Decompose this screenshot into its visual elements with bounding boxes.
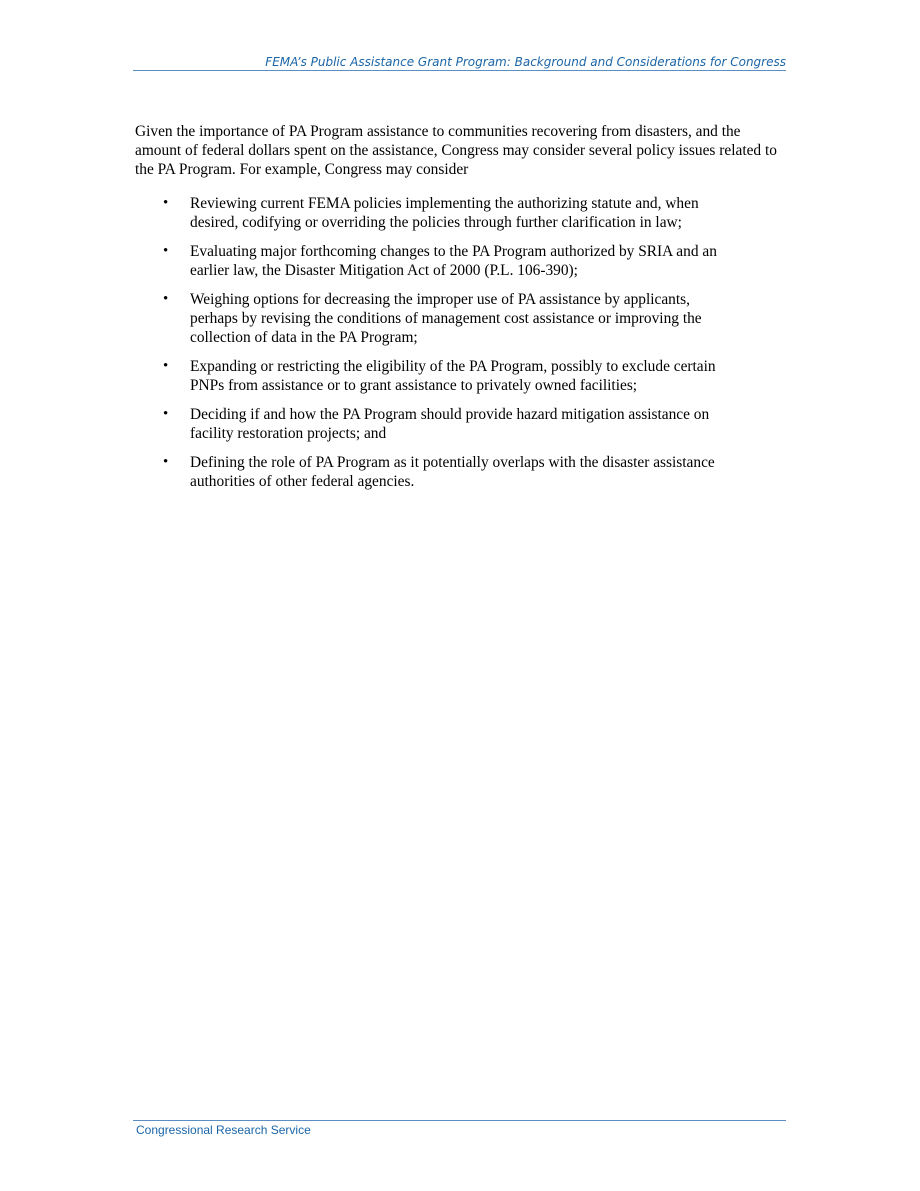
list-item (135, 357, 735, 395)
list-item-text: Evaluating major forthcoming changes to the PA Program authorized by SRIA and an earlier law, the Disaster Mitigation Act of 2000 (P.L. 106-390); (190, 243, 717, 279)
bullet-icon: • (163, 454, 169, 470)
running-header-title: FEMA’s Public Assistance Grant Program: Background and Considerations for Congress (265, 55, 786, 69)
list-item (135, 194, 735, 232)
list-item-text: Weighing options for decreasing the improper use of PA assistance by applicants, perhaps by revising the conditions of management cost assistance or improving the collection of data in the PA Program; (190, 291, 702, 346)
bullet-icon: • (163, 358, 169, 374)
list-item (135, 405, 735, 443)
intro-paragraph: Given the importance of PA Program assistance to communities recovering from disasters, and the amount of federal dollars spent on the assistance, Congress may consider several policy issues related to the PA Program. For example, Congress may consider (135, 123, 777, 178)
bullet-icon: • (163, 291, 169, 307)
list-item-text: Deciding if and how the PA Program should provide hazard mitigation assistance on facility restoration projects; and (190, 406, 710, 442)
list-item-text: Reviewing current FEMA policies implementing the authorizing statute and, when desired, codifying or overriding the policies through further clarification in law; (190, 195, 699, 231)
list-item (135, 290, 735, 347)
footer-organization: Congressional Research Service (136, 1123, 311, 1137)
bullet-icon: • (163, 195, 169, 211)
list-item (135, 453, 735, 491)
footer-rule (133, 1120, 786, 1121)
bullet-icon: • (163, 243, 169, 259)
list-item-text: Expanding or restricting the eligibility of the PA Program, possibly to exclude certain PNPs from assistance or to grant assistance to privately owned facilities; (190, 358, 716, 394)
header-rule (133, 70, 786, 71)
bullet-icon: • (163, 406, 169, 422)
policy-issues-list (135, 194, 735, 501)
list-item (135, 242, 735, 280)
list-item-text: Defining the role of PA Program as it potentially overlaps with the disaster assistance authorities of other federal agencies. (190, 454, 715, 490)
